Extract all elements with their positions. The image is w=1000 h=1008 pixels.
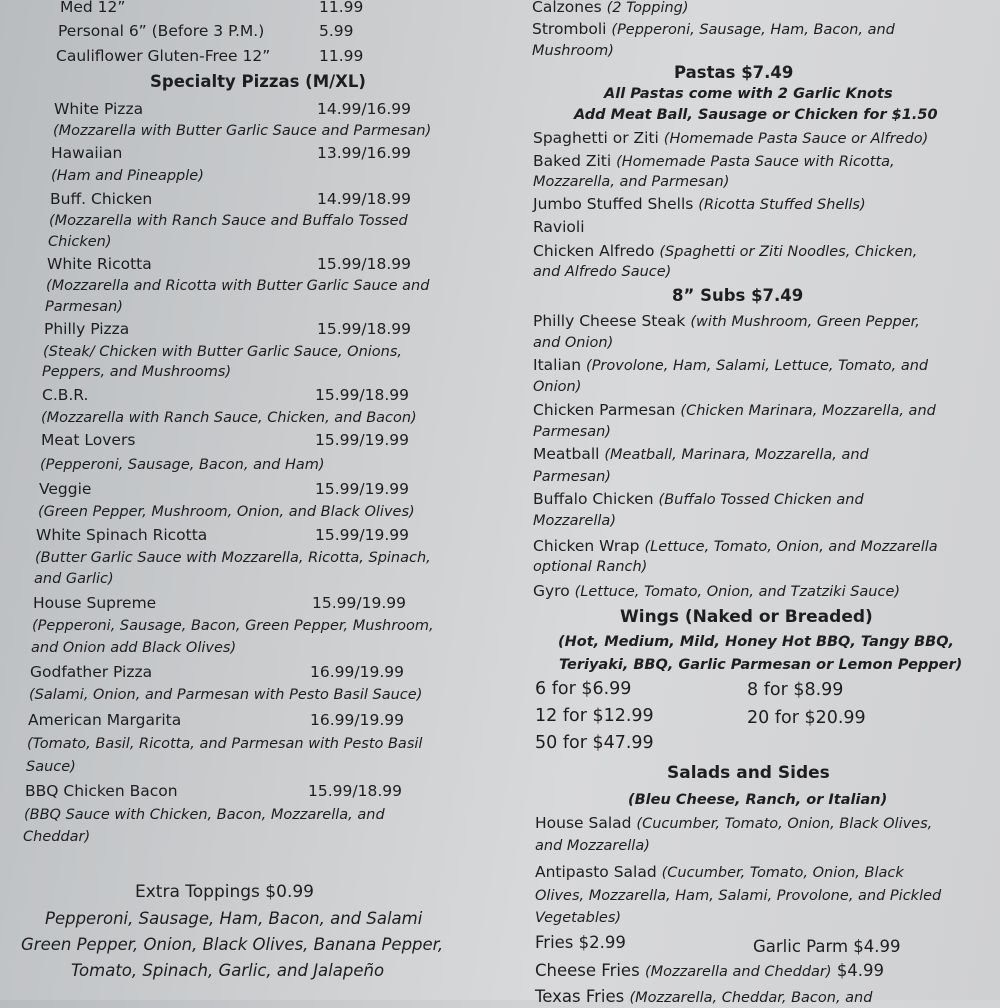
stromboli-item xyxy=(532,19,895,40)
item-name: Gyro xyxy=(533,582,570,600)
pasta-item xyxy=(533,241,917,262)
item-desc: (Mozzarella and Ricotta with Butter Garlic Sauce and xyxy=(46,278,430,294)
item-desc: and Mozzarella) xyxy=(535,838,650,854)
wings-option: 20 for $20.99 xyxy=(747,708,866,728)
wings-option: 12 for $12.99 xyxy=(535,706,654,726)
salad-item xyxy=(535,813,932,834)
item-name: Italian xyxy=(533,356,582,374)
item-price: 15.99/19.99 xyxy=(315,480,409,498)
item-price: 15.99/18.99 xyxy=(315,386,409,404)
section-header-pastas: Pastas $7.49 xyxy=(674,63,794,82)
item-desc: Mozzarella, and Parmesan) xyxy=(533,174,730,190)
item-price: 11.99 xyxy=(319,47,364,65)
item-desc: (Lettuce, Tomato, Onion, and Tzatziki Sauce) xyxy=(574,584,901,600)
item-desc: Olives, Mozzarella, Ham, Salami, Provolone, and Pickled xyxy=(535,888,942,904)
wings-option: 6 for $6.99 xyxy=(535,679,632,699)
salads-note: (Bleu Cheese, Ranch, or Italian) xyxy=(628,792,888,808)
item-price: 15.99/18.99 xyxy=(317,320,411,338)
item-desc: (Chicken Marinara, Mozzarella, and xyxy=(680,403,936,419)
item-desc: Mushroom) xyxy=(532,43,614,59)
sub-item xyxy=(533,355,928,376)
wings-option: 50 for $47.99 xyxy=(535,733,654,753)
item-desc: (Pepperoni, Sausage, Bacon, Green Pepper, Mushroom, xyxy=(32,618,434,634)
item-name: Buffalo Chicken xyxy=(533,490,654,508)
pasta-item xyxy=(533,151,895,172)
item-name: Baked Ziti xyxy=(533,152,612,170)
item-price: 5.99 xyxy=(319,22,354,40)
item-price: 13.99/16.99 xyxy=(317,144,411,162)
item-desc: (Homemade Pasta Sauce with Ricotta, xyxy=(616,154,895,170)
item-desc: (Mozzarella and Cheddar) xyxy=(644,964,832,980)
item-desc: (Mozzarella, Cheddar, Bacon, and xyxy=(629,990,873,1006)
pastas-note: Add Meat Ball, Sausage or Chicken for $1.50 xyxy=(574,107,938,123)
item-desc: Mozzarella) xyxy=(533,513,616,529)
extra-toppings-line: Green Pepper, Onion, Black Olives, Banana Pepper, xyxy=(21,935,444,954)
item-desc: (Butter Garlic Sauce with Mozzarella, Ricotta, Spinach, xyxy=(35,550,431,566)
sub-item xyxy=(533,311,920,332)
pasta-item xyxy=(533,217,585,237)
pasta-item xyxy=(533,128,928,149)
item-desc: (Salami, Onion, and Parmesan with Pesto Basil Sauce) xyxy=(29,687,423,703)
item-desc: and Alfredo Sauce) xyxy=(533,264,672,280)
section-header-specialty: Specialty Pizzas (M/XL) xyxy=(150,72,366,91)
item-desc: (Tomato, Basil, Ricotta, and Parmesan with Pesto Basil xyxy=(27,736,423,752)
wings-option: 8 for $8.99 xyxy=(747,680,844,700)
item-name: White Ricotta xyxy=(47,255,152,273)
item-name: White Pizza xyxy=(54,100,144,118)
sub-item xyxy=(533,444,869,465)
sub-item xyxy=(533,536,938,557)
item-name: C.B.R. xyxy=(42,386,89,404)
item-name: Meatball xyxy=(533,445,600,463)
item-desc: (Ricotta Stuffed Shells) xyxy=(698,197,866,213)
item-desc: Onion) xyxy=(533,379,582,395)
item-desc: (Buffalo Tossed Chicken and xyxy=(658,492,864,508)
item-desc: (Green Pepper, Mushroom, Onion, and Black Olives) xyxy=(38,504,415,520)
item-desc: (BBQ Sauce with Chicken, Bacon, Mozzarella, and xyxy=(24,807,385,823)
item-desc: (Mozzarella with Butter Garlic Sauce and Parmesan) xyxy=(53,123,432,139)
section-header-salads: Salads and Sides xyxy=(667,763,830,783)
item-name: Calzones xyxy=(532,0,602,16)
item-desc: (Steak/ Chicken with Butter Garlic Sauce, Onions, xyxy=(43,344,403,360)
item-desc: Vegetables) xyxy=(535,910,622,926)
pasta-item xyxy=(533,194,866,215)
item-price: 14.99/16.99 xyxy=(317,100,411,118)
section-header-extra-toppings: Extra Toppings $0.99 xyxy=(135,882,314,902)
item-price: 15.99/19.99 xyxy=(312,594,406,612)
item-name: Godfather Pizza xyxy=(30,663,153,681)
item-name: Buff. Chicken xyxy=(50,190,153,208)
item-desc: optional Ranch) xyxy=(533,559,648,575)
item-desc: Peppers, and Mushrooms) xyxy=(42,364,232,380)
sub-item xyxy=(533,400,936,421)
item-name: House Supreme xyxy=(33,594,157,612)
item-desc: Chicken) xyxy=(48,234,112,250)
item-price: 11.99 xyxy=(319,0,364,16)
item-desc: Parmesan) xyxy=(533,424,611,440)
item-desc: and Garlic) xyxy=(34,571,114,587)
item-name: White Spinach Ricotta xyxy=(36,526,208,544)
item-price: 15.99/19.99 xyxy=(315,526,409,544)
side-item: Fries $2.99 xyxy=(535,933,626,952)
item-price: $4.99 xyxy=(836,961,885,980)
item-desc: (Pepperoni, Sausage, Ham, Bacon, and xyxy=(611,22,895,38)
item-name: American Margarita xyxy=(28,711,182,729)
item-desc: (Cucumber, Tomato, Onion, Black xyxy=(661,865,904,881)
item-name: Personal 6” (Before 3 P.M.) xyxy=(58,22,265,40)
item-desc: (Mozzarella with Ranch Sauce, Chicken, and Bacon) xyxy=(41,410,417,426)
item-name: Chicken Alfredo xyxy=(533,242,655,260)
side-item xyxy=(535,987,872,1008)
side-item: Garlic Parm $4.99 xyxy=(753,937,901,956)
item-price: 15.99/18.99 xyxy=(317,255,411,273)
salad-item xyxy=(535,862,904,883)
item-name: BBQ Chicken Bacon xyxy=(25,782,178,800)
sub-item xyxy=(533,489,864,510)
sub-item xyxy=(533,581,900,602)
item-desc: (with Mushroom, Green Pepper, xyxy=(690,314,920,330)
item-name: Cauliflower Gluten-Free 12” xyxy=(56,47,271,65)
section-header-wings: Wings (Naked or Breaded) xyxy=(620,607,873,627)
item-price: 15.99/19.99 xyxy=(315,431,409,449)
item-name: House Salad xyxy=(535,814,632,832)
item-name: Meat Lovers xyxy=(41,431,136,449)
item-desc: (Provolone, Ham, Salami, Lettuce, Tomato, and xyxy=(586,358,929,374)
item-name: Philly Pizza xyxy=(44,320,130,338)
item-name: Spaghetti or Ziti xyxy=(533,129,659,147)
item-desc: (Mozzarella with Ranch Sauce and Buffalo Tossed xyxy=(49,213,408,229)
item-desc: Parmesan) xyxy=(45,299,123,315)
item-price: 16.99/19.99 xyxy=(310,711,404,729)
extra-toppings-line: Tomato, Spinach, Garlic, and Jalapeño xyxy=(71,961,385,980)
item-desc: Parmesan) xyxy=(533,469,611,485)
item-desc: (Meatball, Marinara, Mozzarella, and xyxy=(604,447,869,463)
item-price: 15.99/18.99 xyxy=(308,782,402,800)
wings-note: Teriyaki, BBQ, Garlic Parmesan or Lemon Pepper) xyxy=(559,657,963,673)
item-name: Cheese Fries xyxy=(535,961,640,980)
item-desc: (Spaghetti or Ziti Noodles, Chicken, xyxy=(659,244,918,260)
item-name: Ravioli xyxy=(533,218,585,236)
extra-toppings-line: Pepperoni, Sausage, Ham, Bacon, and Salami xyxy=(45,909,423,928)
item-desc: (Ham and Pineapple) xyxy=(51,168,204,184)
item-name: Veggie xyxy=(39,480,92,498)
item-name: Chicken Wrap xyxy=(533,537,640,555)
item-price: 16.99/19.99 xyxy=(310,663,404,681)
item-name: Texas Fries xyxy=(535,987,625,1006)
item-desc: and Onion add Black Olives) xyxy=(31,640,237,656)
item-desc: Cheddar) xyxy=(23,829,91,845)
item-name: Philly Cheese Steak xyxy=(533,312,686,330)
section-header-subs: 8” Subs $7.49 xyxy=(672,286,804,305)
item-name: Stromboli xyxy=(532,20,607,38)
wings-note: (Hot, Medium, Mild, Honey Hot BBQ, Tangy BBQ, xyxy=(558,634,955,650)
pastas-note: All Pastas come with 2 Garlic Knots xyxy=(604,86,893,102)
item-desc: Sauce) xyxy=(26,759,76,775)
item-name: Chicken Parmesan xyxy=(533,401,676,419)
item-name: Med 12” xyxy=(60,0,126,16)
item-desc: and Onion) xyxy=(533,335,614,351)
item-name: Antipasto Salad xyxy=(535,863,657,881)
item-desc: (Lettuce, Tomato, Onion, and Mozzarella xyxy=(644,539,938,555)
calzones-item xyxy=(532,0,689,18)
item-desc: (2 Topping) xyxy=(606,0,689,16)
item-price: 14.99/18.99 xyxy=(317,190,411,208)
item-name: Hawaiian xyxy=(51,144,123,162)
item-desc: (Pepperoni, Sausage, Bacon, and Ham) xyxy=(40,457,325,473)
side-item xyxy=(535,961,884,982)
item-desc: (Cucumber, Tomato, Onion, Black Olives, xyxy=(636,816,933,832)
item-desc: (Homemade Pasta Sauce or Alfredo) xyxy=(663,131,929,147)
item-name: Jumbo Stuffed Shells xyxy=(533,195,694,213)
